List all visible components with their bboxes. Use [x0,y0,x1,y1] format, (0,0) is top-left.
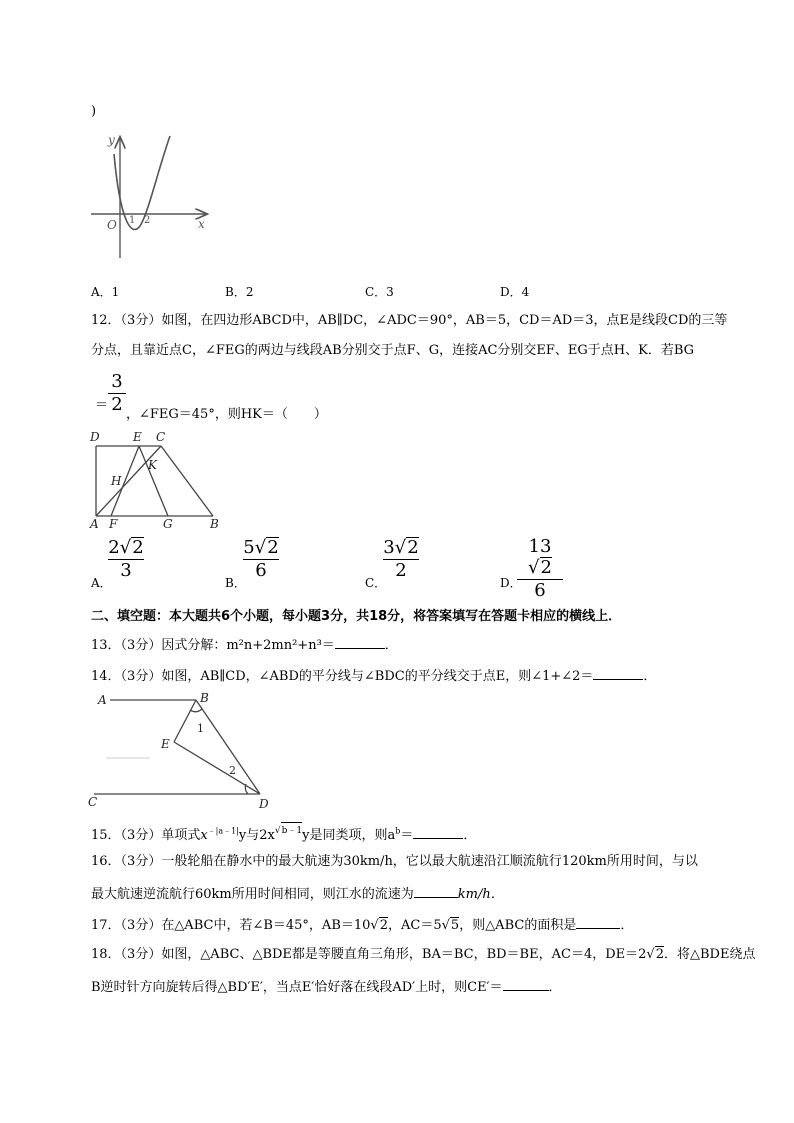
q13-tail: ． [384,638,398,653]
q12-option-c-coef: 3 [383,537,395,558]
q12-option-a-rad: 2 [132,537,144,558]
q12-trapezoid-figure [88,428,228,532]
q11-parabola-graph [86,130,216,262]
q11-option-d: D．4 [500,285,530,299]
q12-option-b-coef: 5 [243,537,255,558]
q12-label-k: K [148,458,157,472]
q15-text-c: y与2x [238,828,275,843]
q15-text-a: 15．（3分）单项式 [91,828,201,843]
section-2-heading: 二、填空题：本大题共6个小题，每小题3分，共18分，将答案填写在答题卡相应的横线上． [91,609,622,624]
q12-equals: ＝ [95,398,109,413]
q11-tick-2: 2 [144,215,151,226]
q14-answer-blank[interactable] [593,667,643,680]
q17-text-b: ，AC＝5 [388,918,442,933]
q18-tail: ． [548,980,562,995]
q16-unit: km/h． [457,887,504,902]
q12-option-d-fraction: 13√2 6 [517,537,563,601]
q14-label-e: E [161,737,170,751]
q11-parabola-curve [114,136,170,229]
q13-answer-blank[interactable] [335,636,385,649]
q17-question: 17．（3分）在△ABC中，若∠B＝45°，AB＝10√2，AC＝5√5，则△ABC的面积是 ． [91,918,634,933]
q15-x: x [200,828,208,843]
q14-label-d: D [259,797,269,811]
q14-tail: ． [643,669,657,684]
q12-option-a-coef: 2 [108,537,120,558]
q12-option-d-letter: D． [500,576,522,590]
q15-power-b: b [395,826,401,836]
q12-label-a: A [90,517,99,531]
q17-text-c: ，则△ABC的面积是 [459,918,577,933]
q12-line3: ，∠FEG＝45°，则HK＝（ ） [126,407,327,422]
q12-bg-numerator: 3 [111,371,123,392]
q16-line2 [91,885,504,903]
q11-option-a: A．1 [91,285,120,299]
q14-angle-2: 2 [229,764,236,777]
q12-option-d-den: 6 [534,580,546,601]
q12-label-c: C [156,430,166,444]
q17-tail: ． [620,918,634,933]
q12-option-d-coef: 13 [528,536,552,557]
q18-line1: 18．（3分）如图，△ABC、△BDE都是等腰直角三角形，BA＝BC，BD＝BE，AC＝4，DE＝2√2．将△BDE绕点 [91,947,756,962]
q12-option-c-letter: C． [365,576,387,590]
q12-label-g: G [163,517,173,531]
q11-x-label: x [198,217,205,231]
q12-option-b-fraction: 5√2 6 [243,537,279,581]
q12-option-a-den: 3 [120,560,132,581]
q13-question [91,636,398,654]
q14-label-a: A [98,693,107,707]
q14-angle-1: 1 [197,722,204,735]
q17-text-a: 17．（3分）在△ABC中，若∠B＝45°，AB＝10 [91,918,371,933]
q14-label-c: C [88,795,98,809]
q12-label-f: F [109,517,118,531]
q12-option-c-rad: 2 [407,537,419,558]
q12-option-c-den: 2 [395,560,407,581]
q12-label-b: B [210,517,219,531]
q14-parallel-lines-figure [86,688,276,812]
q15-exponent: ﹣|a﹣1| [207,826,239,836]
q12-option-b-rad: 2 [267,537,279,558]
q15-tail: ． [463,828,477,843]
q17-radicand-1: 2 [379,918,388,933]
q11-option-c: C．3 [365,285,394,299]
q12-label-h: H [111,474,122,488]
q17-radicand-2: 5 [450,918,460,933]
q12-label-e: E [133,430,142,444]
q12-option-c-fraction: 3√2 2 [383,537,419,581]
q12-line1: 12．（3分）如图，在四边形ABCD中，AB∥DC，∠ADC＝90°，AB＝5，CD＝AD＝3，点E是线段CD的三等 [91,313,728,328]
q11-tick-1: 1 [129,215,136,226]
q12-bg-denominator: 2 [111,394,123,415]
q16-text-a: 最大航速逆流航行60km所用时间相同，则江水的流速为 [91,887,414,902]
q13-text: 13．（3分）因式分解：m²n+2mn²+n³＝ [91,638,335,653]
q12-label-d: D [90,430,100,444]
q12-option-a-fraction: 2√2 3 [108,537,144,581]
q11-option-b: B．2 [225,285,254,299]
q11-origin-label: O [107,218,117,232]
q17-answer-blank[interactable] [576,916,620,929]
q18-text-c: B逆时针方向旋转后得△BD′E′，当点E′恰好落在线段AD′上时，则CE′＝ [91,980,503,995]
q15-radicand: b﹣1 [281,822,303,839]
q14-text: 14．（3分）如图，AB∥CD，∠ABD的平分线与∠BDC的平分线交于点E，则∠1+∠2＝ [91,669,594,684]
q18-text-b: ．将△BDE绕点 [663,947,756,962]
q12-option-a-letter: A． [91,576,112,590]
q12-option-b-den: 6 [255,560,267,581]
q15-text-d: y是同类项，则a [302,828,396,843]
q15-question: 15．（3分）单项式$x^{﹣|a﹣1|}y$与2x√b﹣1y是同类项，则$a^b=$ ． [91,822,476,844]
q18-answer-blank[interactable] [503,978,549,991]
q15-equals: ＝ [400,828,414,843]
q15-answer-blank[interactable] [413,826,463,839]
q12-option-b-letter: B． [225,576,246,590]
q11-paren: ) [91,104,97,119]
q14-question [91,667,656,685]
q18-radicand: 2 [655,947,664,962]
q18-line2 [91,978,562,996]
q11-y-label: y [108,133,115,147]
q12-bg-fraction [108,372,126,415]
q16-answer-blank[interactable] [414,885,458,898]
q18-text-a: 18．（3分）如图，△ABC、△BDE都是等腰直角三角形，BA＝BC，BD＝BE，AC＝4，DE＝2 [91,947,647,962]
q12-option-d-rad: 2 [540,557,552,578]
q14-label-b: B [200,691,209,705]
q12-line2: 分点，且靠近点C，∠FEG的两边与线段AB分别交于点F、G，连接AC分别交EF、EG于点H、K．若BG [91,343,695,358]
q16-line1: 16．（3分）一般轮船在静水中的最大航速为30km/h，它以最大航速沿江顺流航行120km所用时间，与以 [91,854,698,869]
